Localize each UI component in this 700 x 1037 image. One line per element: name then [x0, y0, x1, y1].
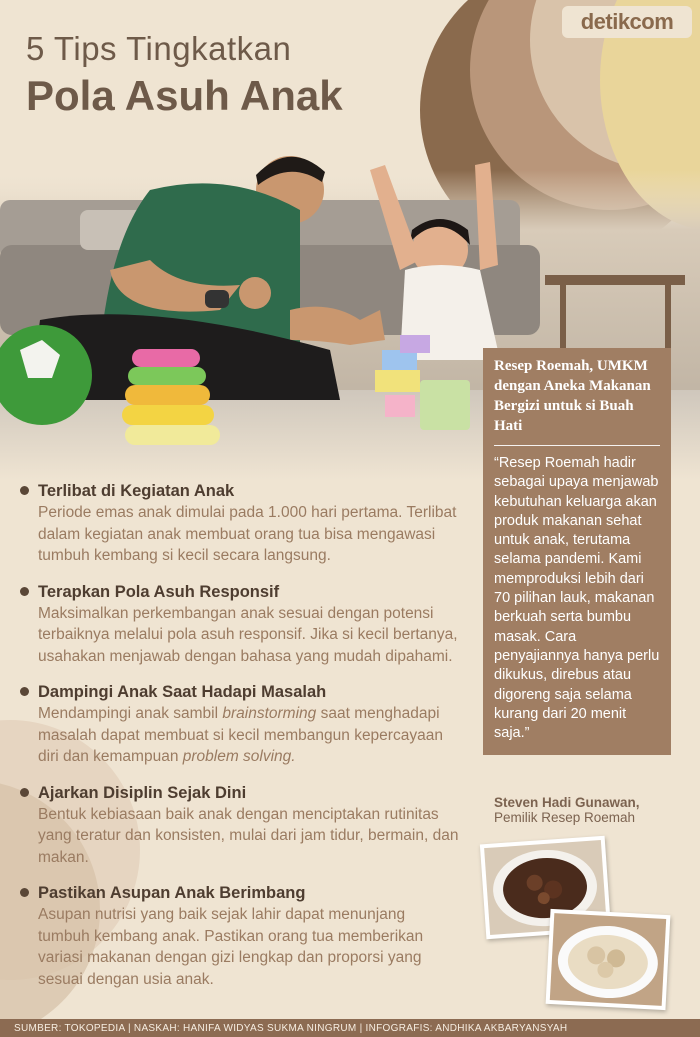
author-role: Pemilik Resep Roemah — [494, 810, 636, 825]
bullet-dot — [20, 888, 29, 897]
title-line-1: 5 Tips Tingkatkan — [26, 30, 292, 67]
tip-title: Pastikan Asupan Anak Berimbang — [38, 884, 306, 902]
sidebar-divider — [494, 445, 660, 446]
food-photo-bakso — [546, 909, 671, 1010]
sidebar-box — [483, 348, 671, 755]
tip-body: Bentuk kebiasaan baik anak dengan menciptakan rutinitas yang teratur dan konsisten, mulai dari jam tidur, bermain, dan makan. — [38, 805, 459, 866]
author-name: Steven Hadi Gunawan, — [494, 795, 640, 810]
tip-body — [38, 703, 460, 768]
tip-body: Asupan nutrisi yang baik sejak lahir dapat menunjang tumbuh kembang anak. Pastikan orang tua memberikan variasi makanan dengan gizi lengkap dan proporsi yang sesuai dengan usia anak. — [38, 906, 424, 988]
detikcom-logo[interactable]: detikcom — [562, 6, 692, 38]
footer-credits: SUMBER: TOKOPEDIA | NASKAH: HANIFA WIDYAS SUKMA NINGRUM | INFOGRAFIS: ANDHIKA AKBARYANSYAH — [14, 1022, 568, 1034]
tip-body: Maksimalkan perkembangan anak sesuai dengan potensi terbaiknya melalui pola asuh responsif. Jika si kecil bertanya, usahakan menjawab dengan bahasa yang mudah dipahami. — [38, 604, 458, 665]
author-block — [494, 795, 684, 825]
tip-title: Dampingi Anak Saat Hadapi Masalah — [38, 683, 327, 701]
tip-title: Ajarkan Disiplin Sejak Dini — [38, 783, 247, 802]
tip-body-emphasis: brainstorming — [222, 705, 317, 722]
tip-title: Terapkan Pola Asuh Responsif — [38, 582, 280, 601]
tip-body-text: saat menghadapi masalah dapat membuat si kecil membangun kepercayaan diri dan kemampuan — [38, 705, 443, 765]
tip-body-text: Mendampingi anak sambil — [38, 705, 223, 722]
tip-item — [20, 581, 460, 668]
bullet-dot — [20, 788, 29, 797]
sidebar-heading: Resep Roemah, UMKM dengan Aneka Makanan Bergizi untuk si Buah Hati — [494, 358, 651, 434]
tip-body-emphasis: problem solving. — [182, 748, 296, 765]
tip-item — [20, 480, 460, 567]
sidebar-quote: “Resep Roemah hadir sebagai upaya menjawab kebutuhan keluarga akan produk makanan sehat untuk anak, terutama selama pandemi. Kami memproduksi lebih dari 70 pilihan lauk, makanan berkuah serta bumbu masak. Cara penyajiannya hanya perlu dikukus, direbus atau digoreng saja selama kurang dari 20 menit saja.” — [494, 455, 660, 742]
tip-item — [20, 782, 460, 869]
bullet-dot — [20, 486, 29, 495]
tip-item — [20, 882, 460, 990]
tip-title: Terlibat di Kegiatan Anak — [38, 482, 235, 500]
footer-credits-bar — [0, 1019, 700, 1037]
tip-item — [20, 681, 460, 768]
title-line-2: Pola Asuh Anak — [26, 72, 343, 119]
bullet-dot — [20, 687, 29, 696]
tips-list — [20, 480, 460, 1004]
bullet-dot — [20, 587, 29, 596]
tip-body: Periode emas anak dimulai pada 1.000 hari pertama. Terlibat dalam kegiatan anak membuat orang tua bisa mengawasi tumbuh kembang si kecil secara langsung. — [38, 504, 457, 564]
